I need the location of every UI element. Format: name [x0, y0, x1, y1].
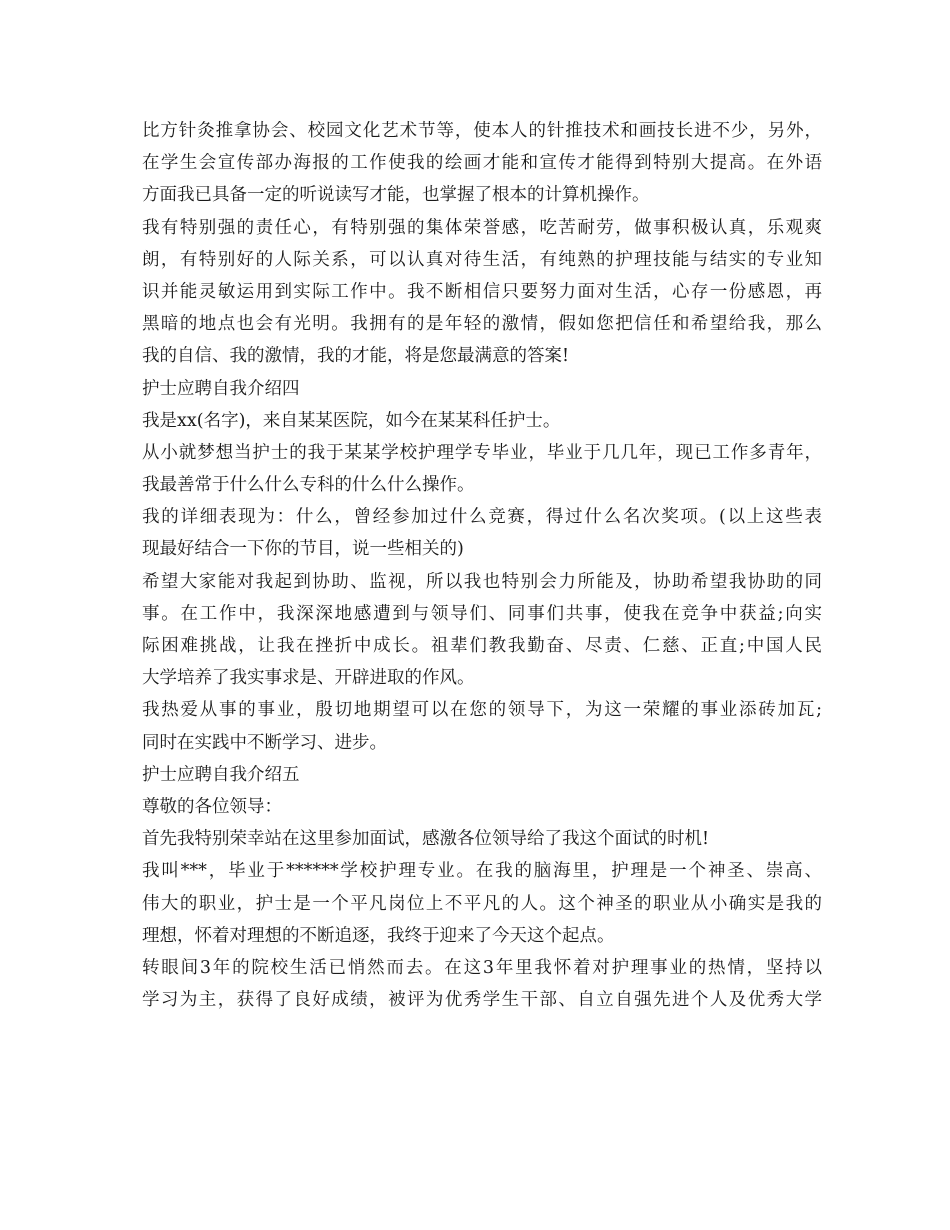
text-line: 我最善常于什么什么专科的什么什么操作。 [142, 475, 475, 496]
text-line: 在学生会宣传部办海报的工作使我的绘画才能和宣传才能得到特别大提高。在外语 [142, 153, 822, 174]
text-line: 我叫***，毕业于******学校护理专业。在我的脑海里，护理是一个神圣、崇高、 [142, 861, 822, 882]
text-line: 伟大的职业，护士是一个平凡岗位上不平凡的人。这个神圣的职业从小确实是我的 [142, 893, 822, 914]
text-line: 际困难挑战，让我在挫折中成长。祖辈们教我勤奋、尽责、仁慈、正直;中国人民 [142, 636, 822, 656]
text-line: 大学培养了我实事求是、开辟进取的作风。 [142, 668, 475, 689]
salutation: 尊敬的各位领导： [142, 796, 282, 817]
section-heading: 护士应聘自我介绍四 [142, 378, 300, 399]
text-line: 转眼间3年的院校生活已悄然而去。在这3年里我怀着对护理事业的热情，坚持以 [142, 957, 822, 978]
text-line: 朗，有特别好的人际关系，可以认真对待生活，有纯熟的护理技能与结实的专业知 [142, 249, 822, 270]
text-line: 我是xx(名字)，来自某某医院，如今在某某科任护士。 [142, 410, 561, 431]
text-line: 方面我已具备一定的听说读写才能，也掌握了根本的计算机操作。 [142, 185, 650, 206]
text-line: 黑暗的地点也会有光明。我拥有的是年轻的激情，假如您把信任和希望给我，那么 [142, 314, 822, 335]
text-line: 希望大家能对我起到协助、监视，所以我也特别会力所能及，协助希望我协助的同 [142, 571, 822, 592]
text-line: 我有特别强的责任心，有特别强的集体荣誉感，吃苦耐劳，做事积极认真，乐观爽 [142, 217, 822, 238]
text-line: 理想，怀着对理想的不断追逐，我终于迎来了今天这个起点。 [142, 925, 615, 946]
text-line: 识并能灵敏运用到实际工作中。我不断相信只要努力面对生活，心存一份感恩，再 [142, 281, 822, 302]
text-line: 同时在实践中不断学习、进步。 [142, 732, 387, 753]
text-line: 我的详细表现为：什么，曾经参加过什么竞赛，得过什么名次奖项。(以上这些表 [142, 507, 822, 528]
text-line: 学习为主，获得了良好成绩，被评为优秀学生干部、自立自强先进个人及优秀大学 [142, 990, 822, 1011]
text-line: 从小就梦想当护士的我于某某学校护理学专毕业，毕业于几几年，现已工作多青年， [142, 442, 822, 463]
text-line: 比方针灸推拿协会、校园文化艺术节等，使本人的针推技术和画技长进不少，另外， [142, 121, 822, 141]
text-line: 事。在工作中，我深深地感遭到与领导们、同事们共事，使我在竞争中获益;向实 [142, 603, 822, 624]
section-heading: 护士应聘自我介绍五 [142, 764, 300, 785]
text-line: 首先我特别荣幸站在这里参加面试，感激各位领导给了我这个面试的时机! [142, 829, 710, 850]
document-body [142, 115, 822, 1016]
text-line: 我热爱从事的事业，殷切地期望可以在您的领导下，为这一荣耀的事业添砖加瓦; [142, 700, 822, 721]
text-line: 我的自信、我的激情，我的才能，将是您最满意的答案! [142, 346, 570, 367]
text-line: 现最好结合一下你的节目，说一些相关的) [142, 539, 464, 560]
